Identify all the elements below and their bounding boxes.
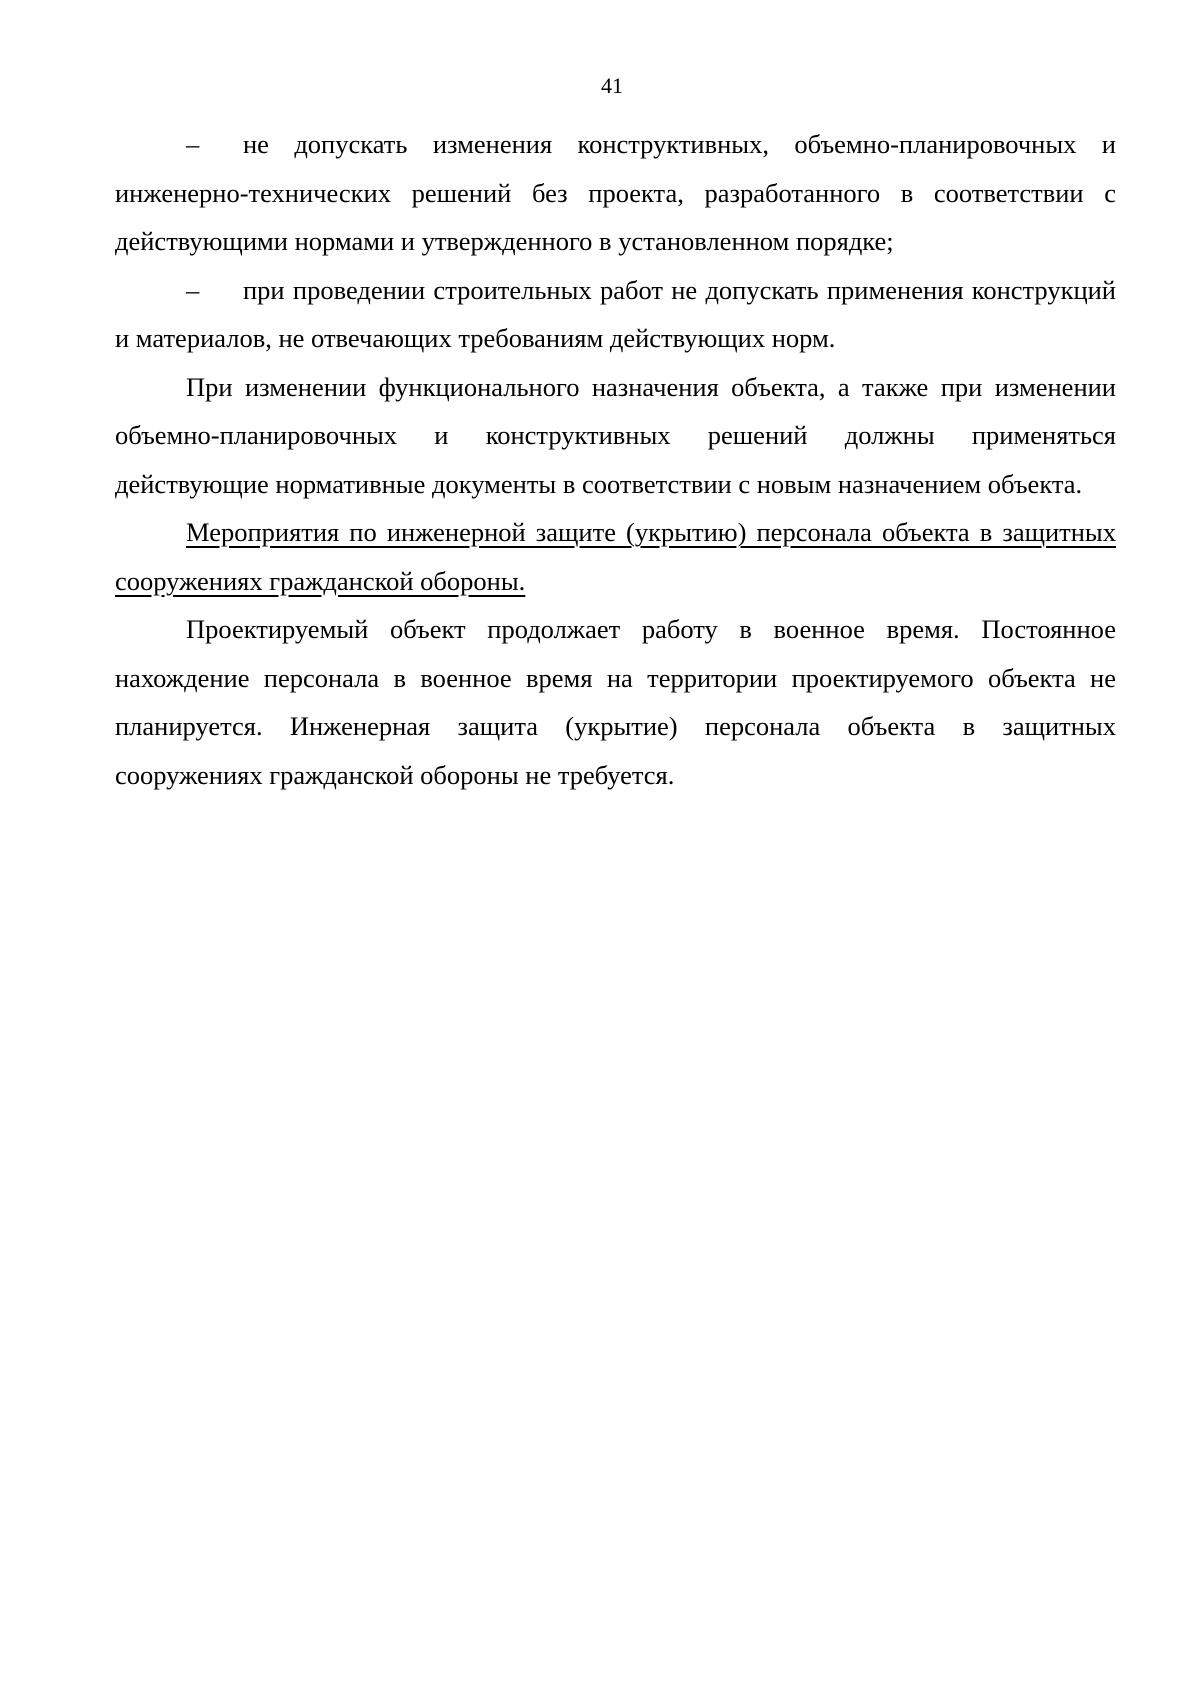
- list-item: [115, 120, 1116, 266]
- body-paragraph: При изменении функционального назначения объекта, а также при изменении объемно-планировочных и конструктивных решений должны применяться действующие нормативные документы в соответствии с новым назначением объекта.: [115, 371, 1116, 499]
- list-item-text: при проведении строительных работ не допускать применения конструкций и материалов, не отвечающих требованиям действующих норм.: [115, 274, 1116, 353]
- document-body: [115, 120, 1116, 799]
- list-bullet: –: [186, 274, 200, 305]
- section-heading-text: Мероприятия по инженерной защите (укрытию) персонала объекта в защитных сооружениях гражданской обороны.: [115, 517, 1116, 596]
- list-bullet: –: [186, 129, 200, 159]
- list-item-text: не допускать изменения конструктивных, объемно-планировочных и инженерно-технических решений без проекта, разработанного в соответствии с действующими нормами и утвержденного в установленном порядке;: [115, 129, 1116, 256]
- body-paragraph: Проектируемый объект продолжает работу в военное время. Постоянное нахождение персонала в военное время на территории проектируемого объекта не планируется. Инженерная защита (укрытие) персонала объекта в защитных сооружениях гражданской обороны не требуется.: [115, 614, 1116, 790]
- page-number: 41: [601, 73, 623, 98]
- list-item: [115, 266, 1116, 363]
- section-heading: [115, 508, 1116, 605]
